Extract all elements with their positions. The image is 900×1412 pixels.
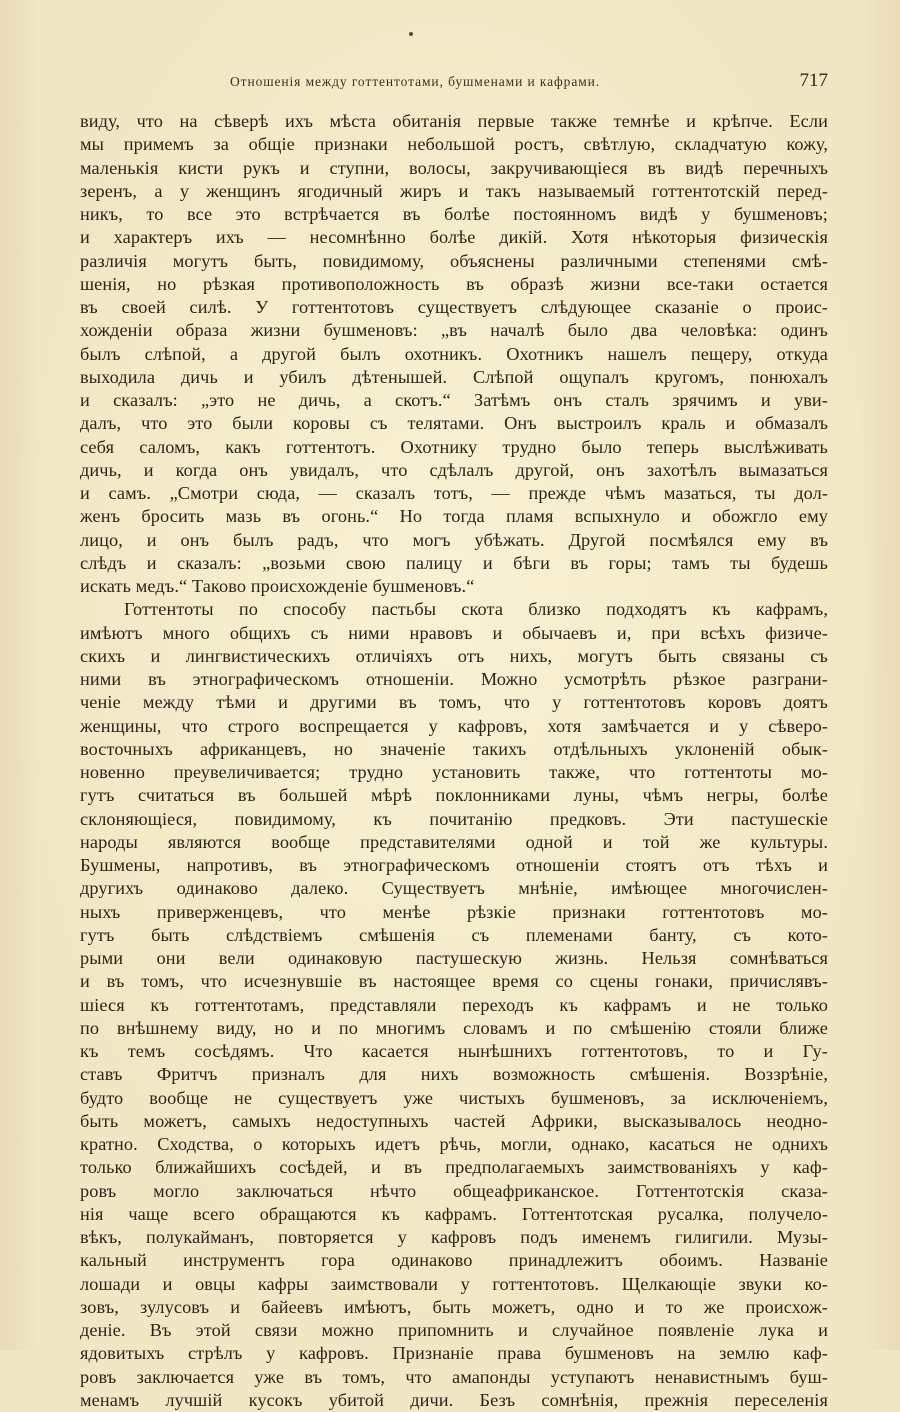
text-line: нія чаще всего обращаются къ кафрамъ. Готтентотская русалка, получело- xyxy=(80,1203,828,1224)
text-line: ченіе между тѣми и другими въ томъ, что у готтентотовъ коровъ доятъ xyxy=(80,692,828,713)
text-line: другихъ одинаково далеко. Существуетъ мнѣніе, имѣющее многочислен- xyxy=(80,878,828,899)
text-line: ними въ этнографическомъ отношеніи. Можно усмотрѣть рѣзкое разграни- xyxy=(80,669,828,689)
text-line: Бушмены, напротивъ, въ этнографическомъ отношеніи стоятъ отъ тѣхъ и xyxy=(80,855,828,875)
text-line: далъ, что это были коровы съ телятами. Онъ выстроилъ краль и обмазалъ xyxy=(80,413,828,434)
text-line: ровъ могло заключаться нѣчто общеафриканское. Готтентотскія сказа- xyxy=(80,1180,828,1201)
text-line: рыми они вели одинаковую пастушескую жизнь. Нельзя сомнѣваться xyxy=(80,948,828,968)
text-line: зовъ, зулусовъ и байеевъ имѣютъ, быть можетъ, одно и то же происхож- xyxy=(80,1296,828,1317)
running-head: Отношенія между готтентотами, бушменами и кафрами. xyxy=(230,74,601,89)
text-line: зеренъ, а у женщинъ ягодичный жиръ и такъ называемый готтентотскій перед- xyxy=(80,180,828,201)
text-line: деніе. Въ этой связи можно припомнить и случайное появленіе лука и xyxy=(80,1320,828,1340)
text-line: новенно преувеличивается; трудно установить также, что готтентоты мо- xyxy=(80,762,828,782)
text-line: женъ бросить мазь въ огонь.“ Но тогда пламя вспыхнуло и обожгло ему xyxy=(80,506,828,527)
text-line: виду, что на сѣверѣ ихъ мѣста обитанія первые также темнѣе и крѣпче. Если xyxy=(80,111,828,131)
page-number: 717 xyxy=(799,70,828,91)
text-line: искать медъ.“ Таково происхожденіе бушменовъ.“ xyxy=(80,576,475,596)
text-line: никъ, то все это встрѣчается въ болѣе постоянномъ видѣ у бушменовъ; xyxy=(80,204,828,224)
text-line: ровъ заключается уже въ томъ, что амапонды уступаютъ ненавистнымъ буш- xyxy=(80,1366,828,1387)
text-line: восточныхъ африканцевъ, но значеніе такихъ отдѣльныхъ уклоненій обык- xyxy=(80,738,828,759)
text-line: ставъ Фритчъ призналъ для нихъ возможность смѣшенія. Воззрѣніе, xyxy=(80,1064,828,1085)
text-line: вѣкъ, полукайманъ, повторяется у кафровъ подъ именемъ гилигили. Музы- xyxy=(80,1227,828,1247)
text-line: себя саломъ, какъ готтентотъ. Охотнику трудно было теперь выслѣживать xyxy=(80,436,828,457)
text-line: лицо, и онъ былъ радъ, что могъ убѣжать. Другой посмѣялся ему въ xyxy=(80,529,828,550)
text-line: кратно. Сходства, о которыхъ идетъ рѣчь, могли, однако, касаться не однихъ xyxy=(80,1134,828,1154)
text-line: и характеръ ихъ — несомнѣнно болѣе дикій. Хотя нѣкоторыя физическія xyxy=(80,227,828,248)
text-line: кальный инструментъ гора одинаково принадлежитъ обоимъ. Названіе xyxy=(80,1250,828,1271)
text-line: мы примемъ за общіе признаки небольшой ростъ, свѣтлую, складчатую кожу, xyxy=(80,134,828,155)
text-line: по внѣшнему виду, но и по многимъ словамъ и по смѣшенію стояли ближе xyxy=(80,1017,828,1038)
text-line: менамъ лучшій кусокъ убитой дичи. Безъ сомнѣнія, прежнія переселенія xyxy=(80,1389,828,1410)
text-line: и сказалъ: „это не дичь, а скотъ.“ Затѣмъ онъ сталъ зрячимъ и уви- xyxy=(80,390,828,410)
body-text xyxy=(80,110,828,1412)
text-line: дичь, и когда онъ увидалъ, что сдѣлалъ другой, онъ захотѣлъ вымазаться xyxy=(80,459,828,480)
text-line: маленькія кисти рукъ и ступни, волосы, закручивающіеся въ видѣ перечныхъ xyxy=(80,157,828,178)
text-line: ядовитыхъ стрѣлъ у кафровъ. Признаніе права бушменовъ на землю каф- xyxy=(80,1343,828,1364)
text-line: женщины, что строго воспрещается у кафровъ, хотя замѣчается и у сѣверо- xyxy=(80,715,828,736)
text-line: народы являются вообще представителями одной и той же культуры. xyxy=(80,831,828,852)
text-line: въ своей силѣ. У готтентотовъ существуетъ слѣдующее сказаніе о проис- xyxy=(80,297,828,317)
text-line: выходила дичь и убилъ дѣтенышей. Слѣпой ощупалъ кругомъ, понюхалъ xyxy=(80,366,828,387)
text-line: различія могутъ быть, повидимому, объяснены различными степенями смѣ- xyxy=(80,250,828,271)
text-line: только ближайшихъ сосѣдей, и въ предполагаемыхъ заимствованіяхъ у каф- xyxy=(80,1157,828,1178)
text-line: къ темъ сосѣдямъ. Что касается нынѣшнихъ готтентотовъ, то и Гу- xyxy=(80,1041,828,1061)
text-line: будто вообще не существуетъ уже чистыхъ бушменовъ, за исключеніемъ, xyxy=(80,1087,828,1108)
text-line: и въ томъ, что исчезнувшіе въ настоящее время со сцены гонаки, причислявъ- xyxy=(80,971,828,992)
text-line: быть можетъ, самыхъ недоступныхъ частей Африки, высказывалось неодно- xyxy=(80,1110,828,1131)
text-line: склоняющіеся, повидимому, къ почитанію предковъ. Эти пастушескіе xyxy=(80,808,828,829)
text-line: и самъ. „Смотри сюда, — сказалъ тотъ, — прежде чѣмъ мазаться, ты дол- xyxy=(80,483,828,503)
printing-speck xyxy=(409,32,413,36)
text-line: скихъ и лингвистическихъ отличіяхъ отъ нихъ, могутъ быть связаны съ xyxy=(80,645,828,666)
text-line: былъ слѣпой, а другой былъ охотникъ. Охотникъ нашелъ пещеру, откуда xyxy=(80,343,828,364)
text-line: лошади и овцы кафры заимствовали у готтентотовъ. Щелкающіе звуки ко- xyxy=(80,1273,828,1294)
page-header xyxy=(80,66,830,102)
text-line: шіеся къ готтентотамъ, представляли переходъ къ кафрамъ и не только xyxy=(80,994,828,1015)
text-line: гутъ считаться въ большей мѣрѣ поклонниками луны, чѣмъ негры, болѣе xyxy=(80,785,828,806)
text-line: ныхъ приверженцевъ, что менѣе рѣзкіе признаки готтентотовъ мо- xyxy=(80,901,828,922)
text-line: Готтентоты по способу пастьбы скота близко подходятъ къ кафрамъ, xyxy=(124,599,828,620)
text-line: имѣютъ много общихъ съ ними нравовъ и обычаевъ и, при всѣхъ физиче- xyxy=(80,622,828,643)
text-line: слѣдъ и сказалъ: „возьми свою палицу и бѣги въ горы; тамъ ты будешь xyxy=(80,552,828,573)
text-line: гутъ быть слѣдствіемъ смѣшенія съ племенами банту, съ кото- xyxy=(80,924,828,945)
text-line: хожденіи образа жизни бушменовъ: „въ началѣ было два человѣка: одинъ xyxy=(80,320,828,341)
text-line: шенія, но рѣзкая противоположность въ образѣ жизни все-таки остается xyxy=(80,273,828,294)
